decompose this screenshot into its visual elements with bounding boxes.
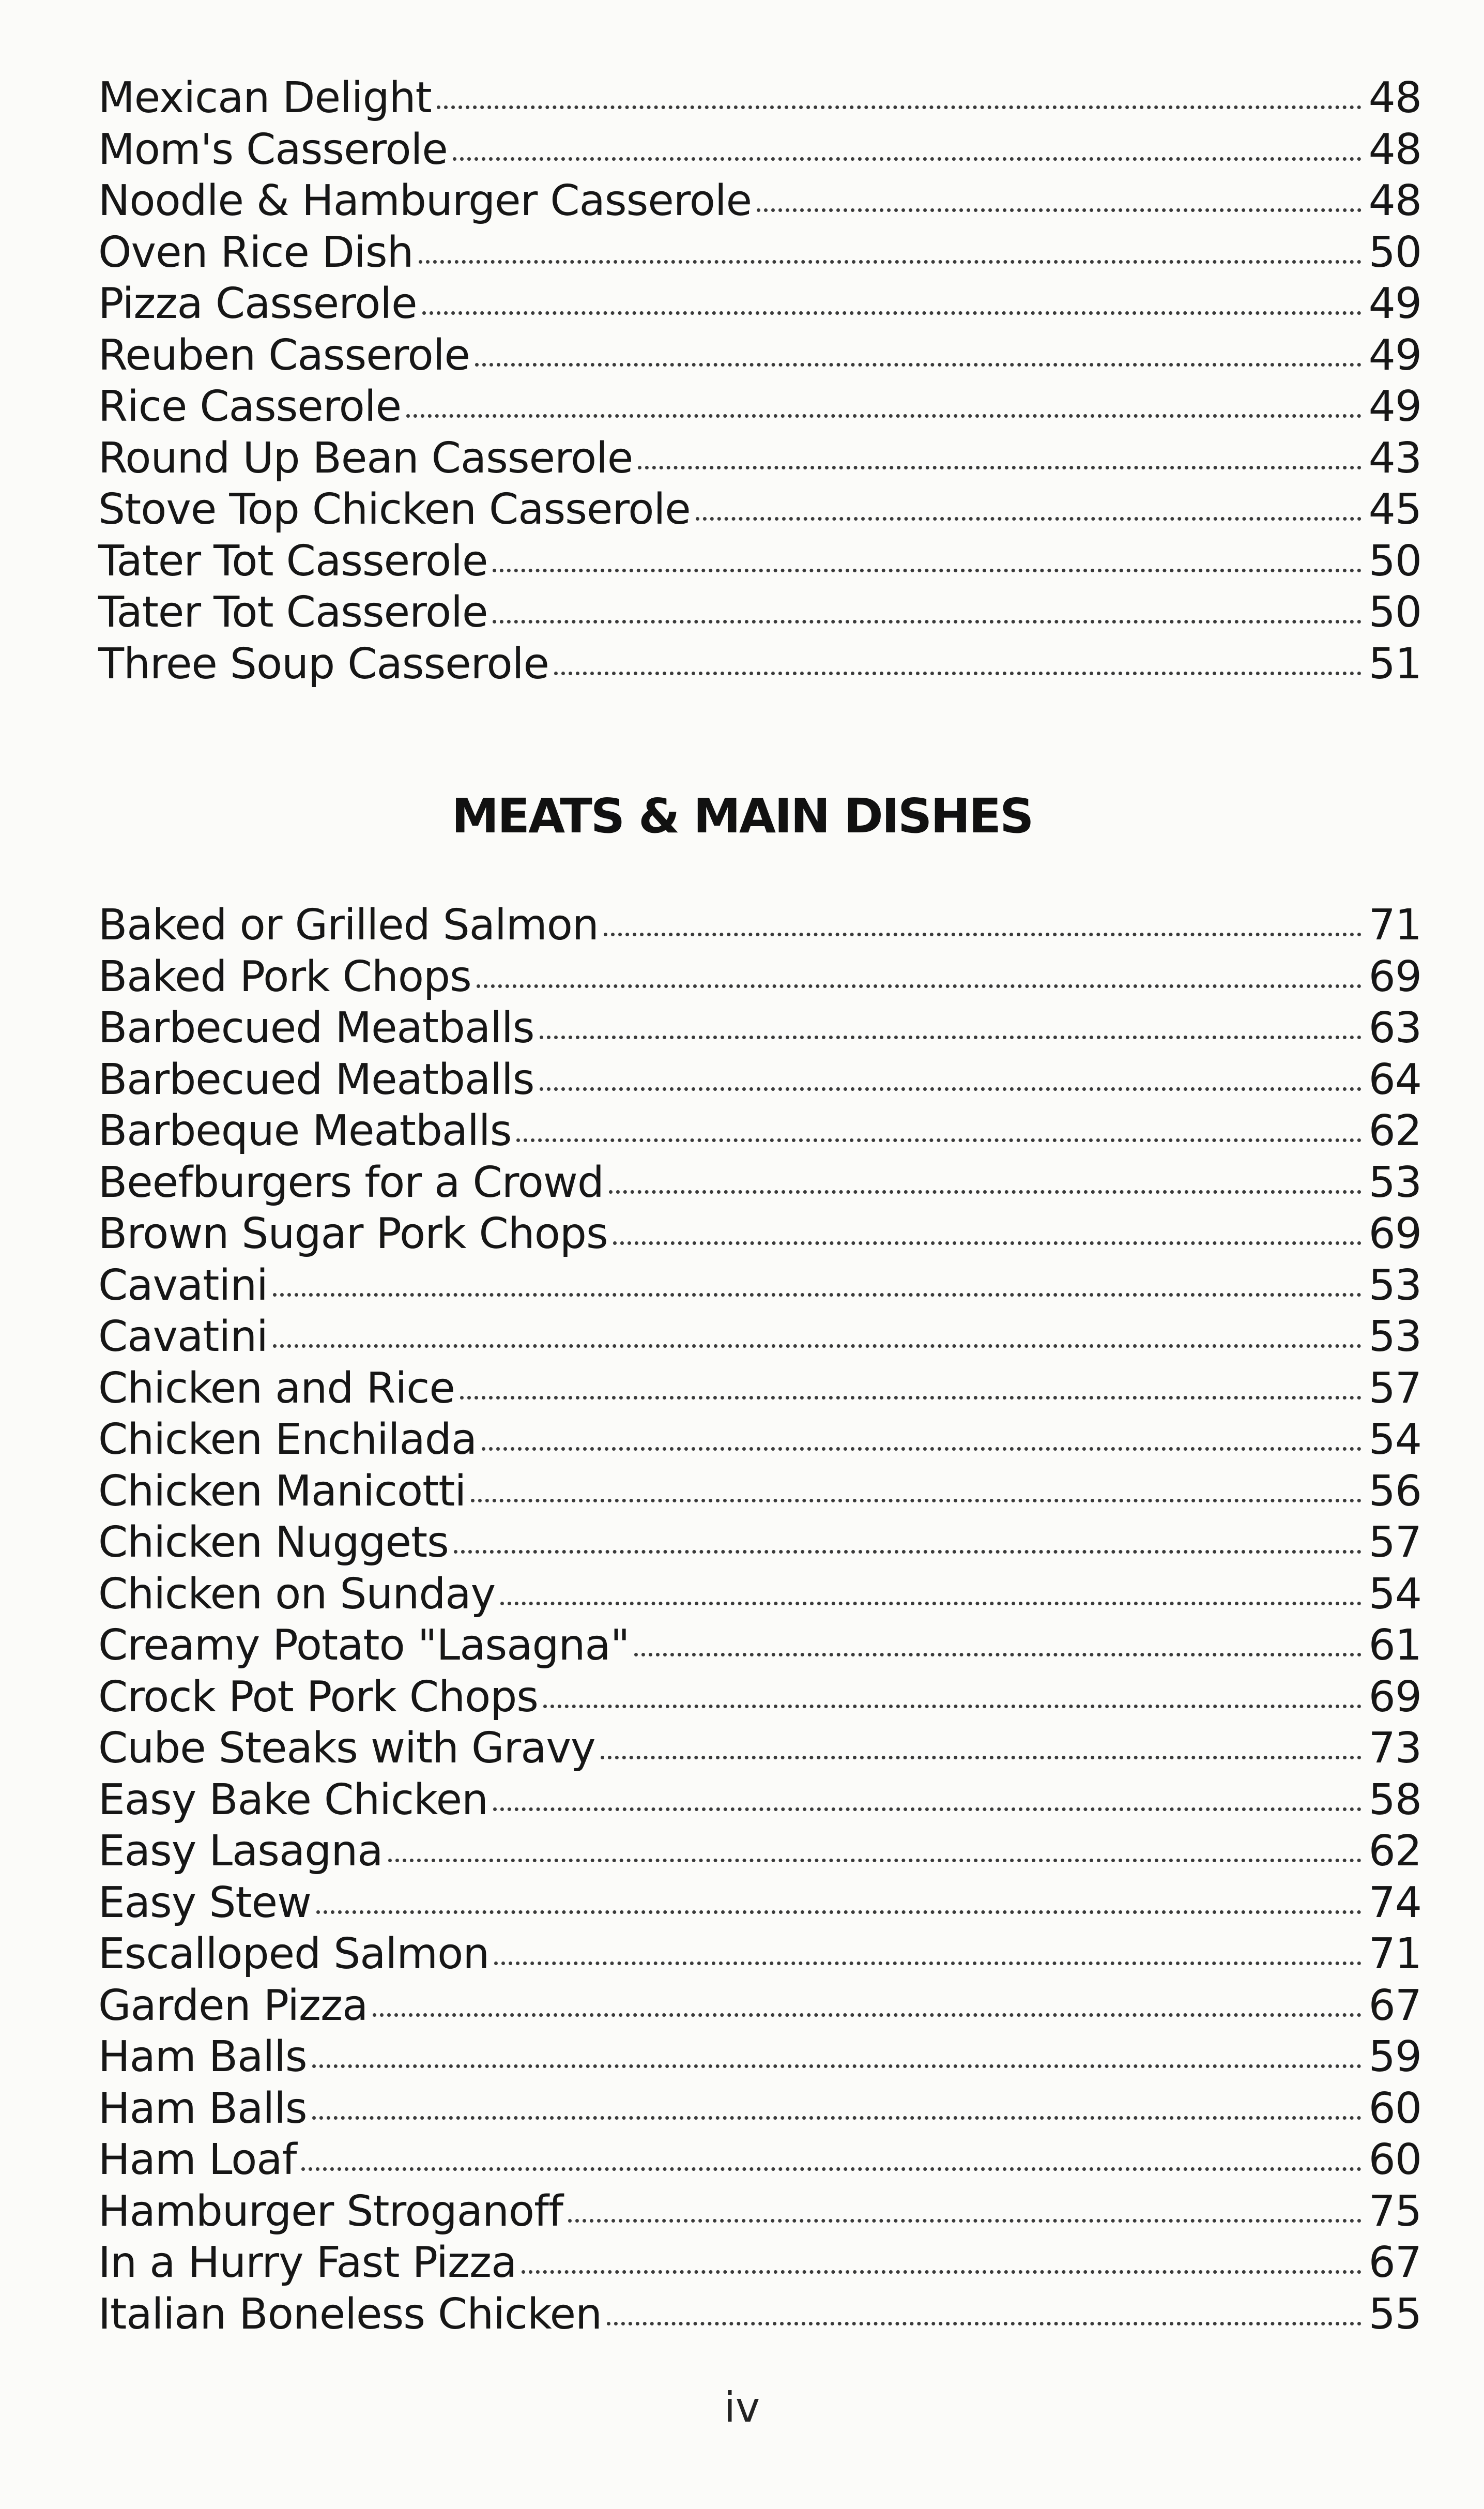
entry-title: Hamburger Stroganoff: [98, 2186, 563, 2236]
entry-title: Ham Loaf: [98, 2135, 297, 2184]
entry-title: In a Hurry Fast Pizza: [98, 2238, 517, 2287]
entry-title: Easy Stew: [98, 1878, 312, 1927]
dot-leader: [554, 672, 1361, 675]
index-entry: [98, 1311, 1421, 1363]
index-entry: [98, 1671, 1421, 1723]
entry-page-number: 49: [1368, 279, 1421, 328]
entry-page-number: 61: [1368, 1621, 1421, 1670]
dot-leader: [475, 363, 1361, 367]
dot-leader: [460, 1396, 1361, 1400]
entry-page-number: 69: [1368, 1209, 1421, 1258]
index-entry: [98, 1260, 1421, 1312]
dot-leader: [493, 620, 1361, 624]
index-entry: [98, 1620, 1421, 1671]
entry-page-number: 67: [1368, 2238, 1421, 2287]
index-entry: [98, 2134, 1421, 2186]
entry-title: Stove Top Chicken Casserole: [98, 485, 691, 534]
entry-title: Beefburgers for a Crowd: [98, 1158, 604, 1207]
entry-title: Rice Casserole: [98, 382, 402, 431]
entry-page-number: 53: [1368, 1158, 1421, 1207]
dot-leader: [471, 1499, 1361, 1502]
entry-page-number: 60: [1368, 2084, 1421, 2133]
entry-page-number: 57: [1368, 1363, 1421, 1413]
entry-page-number: 54: [1368, 1415, 1421, 1464]
entry-page-number: 69: [1368, 952, 1421, 1001]
index-entry: [98, 587, 1421, 638]
dot-leader: [419, 260, 1361, 264]
entry-title: Noodle & Hamburger Casserole: [98, 176, 752, 225]
entry-title: Cube Steaks with Gravy: [98, 1724, 595, 1773]
dot-leader: [500, 1602, 1361, 1605]
entry-page-number: 48: [1368, 73, 1421, 123]
entry-page-number: 48: [1368, 176, 1421, 225]
dot-leader: [607, 2322, 1361, 2325]
dot-leader: [422, 311, 1361, 315]
dot-leader: [696, 517, 1361, 521]
entry-page-number: 50: [1368, 588, 1421, 637]
dot-leader: [316, 1910, 1361, 1914]
dot-leader: [601, 1756, 1361, 1759]
index-entry: [98, 638, 1421, 690]
index-entry: [98, 1054, 1421, 1106]
index-entry: [98, 1826, 1421, 1877]
entry-title: Chicken Nuggets: [98, 1518, 449, 1567]
entry-page-number: 48: [1368, 125, 1421, 174]
dot-leader: [273, 1344, 1361, 1348]
entry-title: Tater Tot Casserole: [98, 588, 488, 637]
index-entry: [98, 2186, 1421, 2238]
entry-title: Italian Boneless Chicken: [98, 2289, 602, 2339]
dot-leader: [454, 1550, 1361, 1554]
dot-leader: [543, 1705, 1361, 1708]
entry-title: Barbecued Meatballs: [98, 1055, 534, 1104]
entry-page-number: 69: [1368, 1672, 1421, 1722]
index-entry: [98, 2083, 1421, 2135]
entry-title: Crock Pot Pork Chops: [98, 1672, 539, 1722]
index-entry: [98, 1105, 1421, 1157]
dot-leader: [634, 1653, 1361, 1656]
entry-page-number: 75: [1368, 2186, 1421, 2236]
dot-leader: [301, 2167, 1361, 2171]
entry-title: Baked Pork Chops: [98, 952, 471, 1001]
entry-page-number: 50: [1368, 227, 1421, 277]
dot-leader: [613, 1241, 1361, 1245]
entry-page-number: 56: [1368, 1466, 1421, 1516]
entry-page-number: 53: [1368, 1312, 1421, 1361]
entry-page-number: 59: [1368, 2032, 1421, 2081]
entry-page-number: 51: [1368, 639, 1421, 689]
dot-leader: [638, 466, 1361, 469]
index-entry: [98, 484, 1421, 536]
entry-title: Easy Lasagna: [98, 1827, 383, 1876]
index-entry: [98, 278, 1421, 330]
index-entry: [98, 175, 1421, 227]
dot-leader: [453, 157, 1361, 161]
dot-leader: [437, 105, 1361, 109]
section-title: MEATS & MAIN DISHES: [451, 788, 1033, 844]
index-entry: [98, 227, 1421, 279]
index-entry: [98, 1723, 1421, 1774]
entry-title: Three Soup Casserole: [98, 639, 549, 689]
entry-page-number: 43: [1368, 433, 1421, 483]
index-entry: [98, 124, 1421, 176]
dot-leader: [540, 1087, 1361, 1091]
entry-page-number: 63: [1368, 1003, 1421, 1053]
index-entry: [98, 1774, 1421, 1826]
dot-leader: [477, 984, 1361, 988]
dot-leader: [388, 1859, 1361, 1862]
entry-title: Baked or Grilled Salmon: [98, 901, 599, 950]
dot-leader: [494, 1961, 1361, 1965]
entry-title: Cavatini: [98, 1312, 268, 1361]
dot-leader: [604, 933, 1361, 936]
index-entry: [98, 1002, 1421, 1054]
entry-title: Tater Tot Casserole: [98, 536, 488, 586]
meats-main-dishes-index-list: [98, 900, 1421, 2340]
entry-page-number: 49: [1368, 382, 1421, 431]
index-entry: [98, 1877, 1421, 1929]
index-entry: [98, 330, 1421, 382]
dot-leader: [312, 2064, 1361, 2068]
dot-leader: [406, 414, 1361, 418]
entry-title: Brown Sugar Pork Chops: [98, 1209, 608, 1258]
entry-page-number: 57: [1368, 1518, 1421, 1567]
dot-leader: [609, 1190, 1361, 1194]
entry-page-number: 50: [1368, 536, 1421, 586]
index-entry: [98, 1980, 1421, 2032]
entry-title: Chicken Manicotti: [98, 1466, 466, 1516]
entry-title: Barbeque Meatballs: [98, 1106, 512, 1155]
entry-title: Pizza Casserole: [98, 279, 417, 328]
index-entry: [98, 1517, 1421, 1569]
entry-title: Creamy Potato "Lasagna": [98, 1621, 630, 1670]
entry-title: Ham Balls: [98, 2032, 307, 2081]
entry-page-number: 53: [1368, 1260, 1421, 1310]
entry-page-number: 74: [1368, 1878, 1421, 1927]
index-entry: [98, 72, 1421, 124]
index-entry: [98, 2031, 1421, 2083]
entry-page-number: 71: [1368, 1929, 1421, 1979]
index-entry: [98, 1466, 1421, 1517]
index-entry: [98, 1363, 1421, 1415]
entry-title: Mom's Casserole: [98, 125, 448, 174]
index-entry: [98, 536, 1421, 587]
entry-title: Garden Pizza: [98, 1981, 368, 2030]
dot-leader: [493, 569, 1361, 572]
entry-page-number: 60: [1368, 2135, 1421, 2184]
entry-title: Reuben Casserole: [98, 330, 470, 380]
index-entry: [98, 1157, 1421, 1209]
dot-leader: [516, 1138, 1361, 1142]
entry-title: Chicken on Sunday: [98, 1569, 496, 1619]
index-entry: [98, 1208, 1421, 1260]
entry-title: Ham Balls: [98, 2084, 307, 2133]
dot-leader: [522, 2270, 1361, 2274]
entry-page-number: 54: [1368, 1569, 1421, 1619]
index-entry: [98, 433, 1421, 484]
entry-page-number: 64: [1368, 1055, 1421, 1104]
entry-title: Round Up Bean Casserole: [98, 433, 633, 483]
index-entry: [98, 900, 1421, 951]
casseroles-index-list: [98, 72, 1421, 690]
dot-leader: [540, 1036, 1361, 1039]
index-entry: [98, 951, 1421, 1003]
entry-page-number: 67: [1368, 1981, 1421, 2030]
dot-leader: [373, 2013, 1361, 2017]
entry-page-number: 55: [1368, 2289, 1421, 2339]
dot-leader: [312, 2116, 1361, 2120]
entry-title: Cavatini: [98, 1260, 268, 1310]
entry-title: Chicken Enchilada: [98, 1415, 477, 1464]
entry-title: Oven Rice Dish: [98, 227, 414, 277]
entry-page-number: 58: [1368, 1775, 1421, 1824]
index-entry: [98, 1414, 1421, 1466]
entry-page-number: 45: [1368, 485, 1421, 534]
dot-leader: [757, 208, 1361, 212]
entry-page-number: 73: [1368, 1724, 1421, 1773]
index-entry: [98, 2237, 1421, 2289]
index-entry: [98, 2289, 1421, 2340]
entry-title: Chicken and Rice: [98, 1363, 455, 1413]
index-entry: [98, 1569, 1421, 1620]
entry-title: Mexican Delight: [98, 73, 432, 123]
entry-page-number: 49: [1368, 330, 1421, 380]
dot-leader: [273, 1293, 1361, 1297]
index-entry: [98, 1928, 1421, 1980]
dot-leader: [493, 1807, 1361, 1811]
entry-page-number: 62: [1368, 1827, 1421, 1876]
page-number: iv: [724, 2383, 760, 2431]
dot-leader: [568, 2219, 1361, 2223]
entry-page-number: 71: [1368, 901, 1421, 950]
entry-page-number: 62: [1368, 1106, 1421, 1155]
entry-title: Easy Bake Chicken: [98, 1775, 488, 1824]
index-entry: [98, 381, 1421, 433]
entry-title: Escalloped Salmon: [98, 1929, 489, 1979]
entry-title: Barbecued Meatballs: [98, 1003, 534, 1053]
dot-leader: [482, 1447, 1361, 1451]
